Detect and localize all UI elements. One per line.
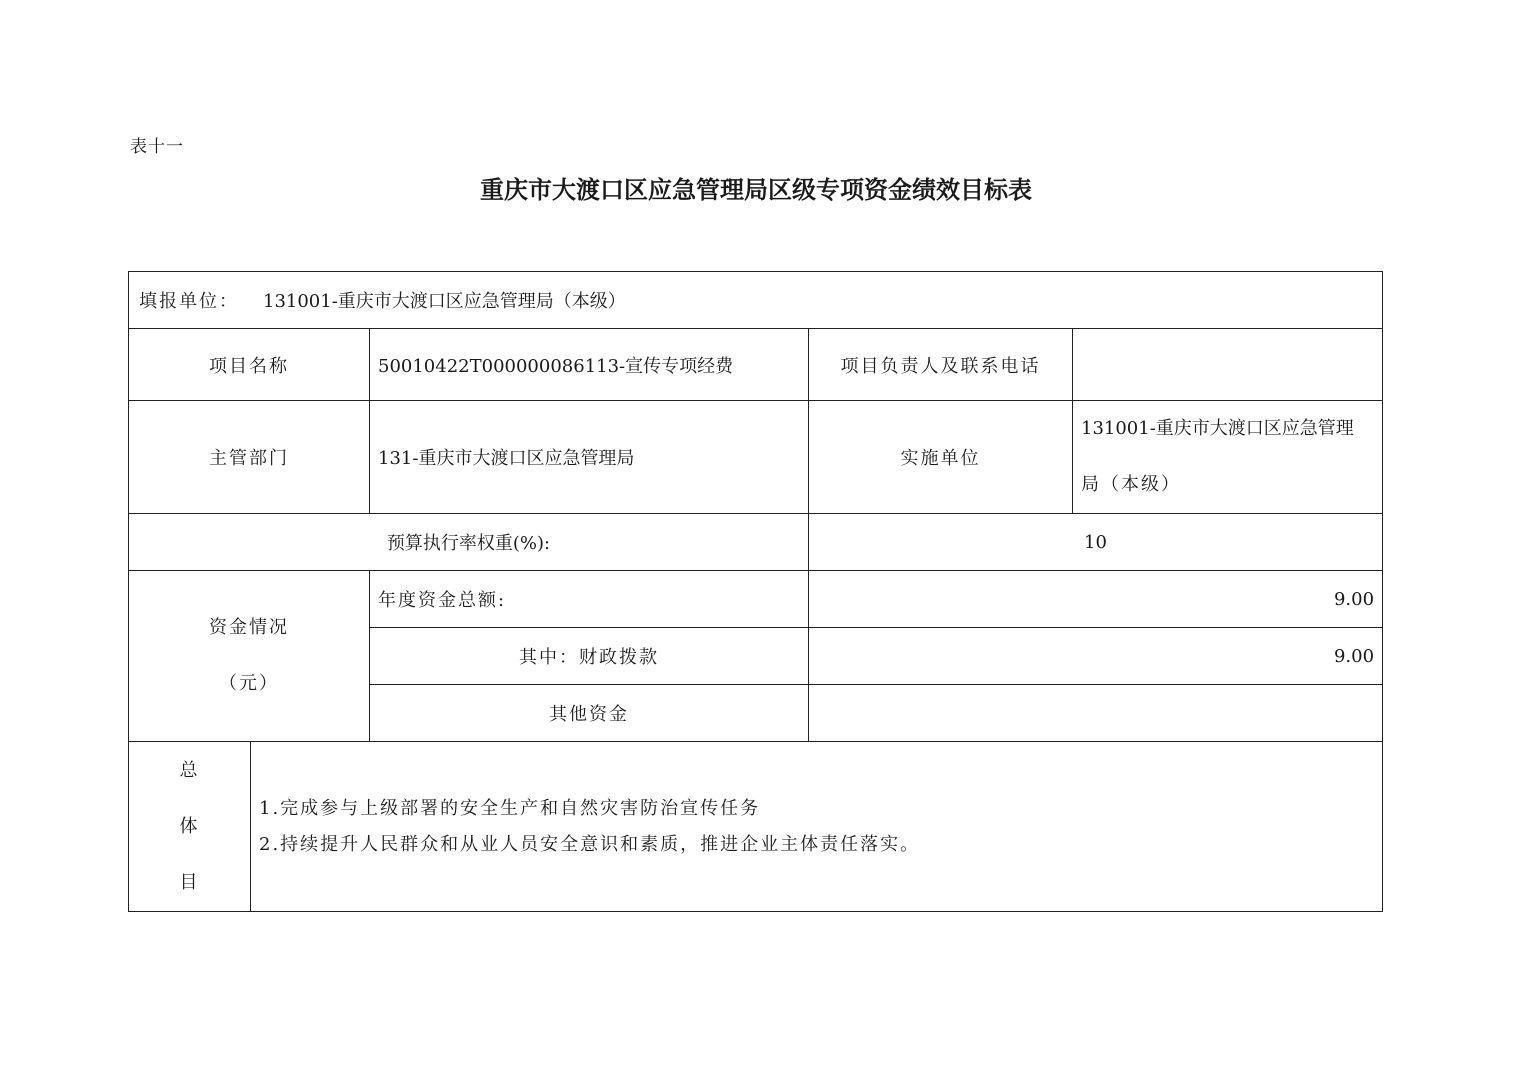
project-name-value: 50010422T000000086113-宣传专项经费: [370, 329, 809, 401]
annual-total-label: 年度资金总额:: [370, 571, 809, 628]
reporting-unit-label: 填报单位：: [139, 291, 239, 312]
overall-goal-label: [129, 742, 251, 912]
goal-label-char: 体: [179, 815, 200, 837]
budget-weight-row: [129, 514, 1383, 571]
goal-item: 1.完成参与上级部署的安全生产和自然灾害防治宣传任务: [259, 797, 761, 819]
dept-value: 131-重庆市大渡口区应急管理局: [370, 401, 809, 514]
other-funds-label: 其他资金: [370, 685, 809, 742]
goal-label-char: 目: [179, 871, 200, 893]
funds-label: [129, 571, 370, 742]
department-row: [129, 401, 1383, 514]
annual-total-row: [129, 571, 1383, 628]
table-number-label: 表十一: [130, 137, 184, 157]
reporting-unit-row: [129, 272, 1383, 329]
overall-goal-row: [129, 742, 1383, 912]
impl-unit-value: [1073, 401, 1383, 514]
funds-label-line1: 资金情况: [209, 617, 289, 638]
budget-weight-value: 10: [809, 514, 1383, 571]
budget-weight-label: 预算执行率权重(%):: [129, 514, 809, 571]
reporting-unit-cell: [129, 272, 1383, 329]
document-title: 重庆市大渡口区应急管理局区级专项资金绩效目标表: [480, 175, 1032, 204]
impl-unit-label: 实施单位: [809, 401, 1073, 514]
fiscal-label: 其中：财政拨款: [370, 628, 809, 685]
impl-unit-line1: 131001-重庆市大渡口区应急管理: [1081, 418, 1354, 439]
dept-label: 主管部门: [129, 401, 370, 514]
contact-label: 项目负责人及联系电话: [809, 329, 1073, 401]
funds-label-line2: （元）: [219, 673, 279, 694]
other-funds-value: [809, 685, 1383, 742]
overall-goal-content: [251, 742, 1383, 912]
contact-value: [1073, 329, 1383, 401]
project-name-row: [129, 329, 1383, 401]
goal-item: 2.持续提升人民群众和从业人员安全意识和素质，推进企业主体责任落实。: [259, 833, 921, 855]
impl-unit-line2: 局（本级）: [1081, 474, 1181, 495]
reporting-unit-value: 131001-重庆市大渡口区应急管理局（本级）: [263, 291, 626, 312]
performance-target-table: [128, 271, 1383, 912]
annual-total-value: 9.00: [809, 571, 1383, 628]
project-name-label: 项目名称: [129, 329, 370, 401]
goal-label-char: 总: [179, 759, 200, 781]
fiscal-value: 9.00: [809, 628, 1383, 685]
